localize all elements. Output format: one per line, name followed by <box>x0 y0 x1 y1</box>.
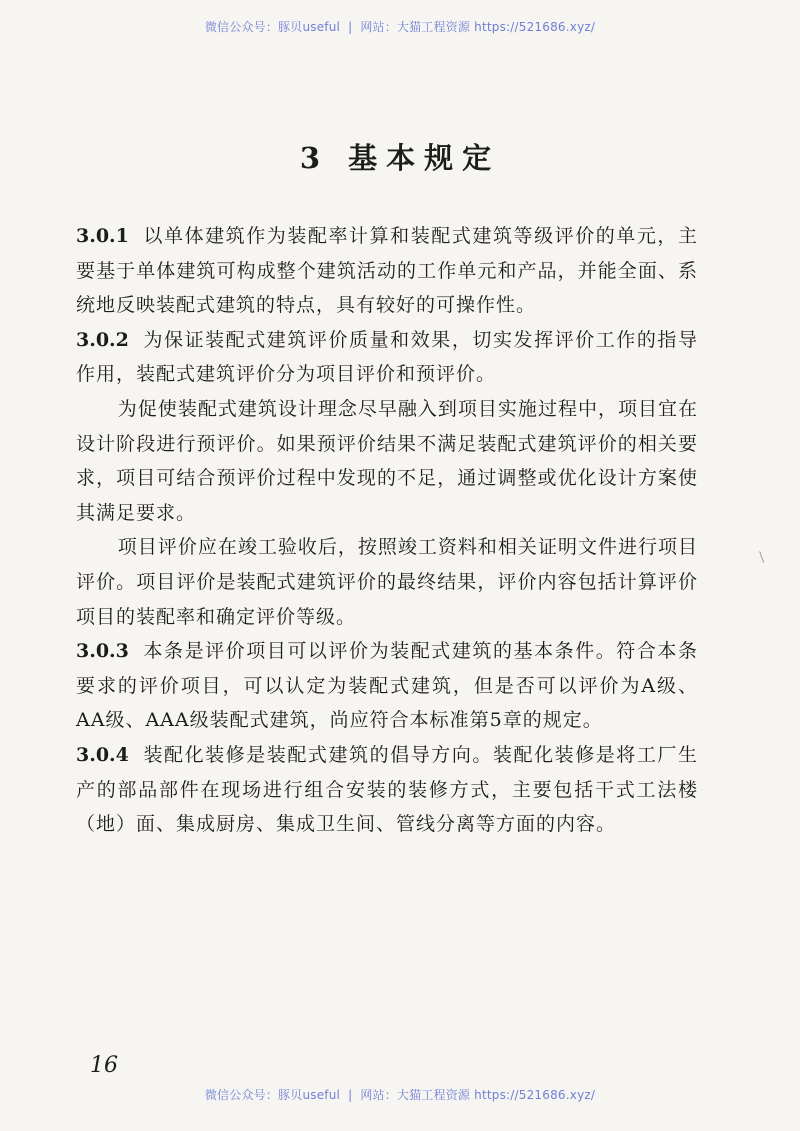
chapter-title: 3 基本规定 <box>299 141 501 175</box>
watermark-bottom <box>0 1086 800 1103</box>
clause-3-0-4 <box>76 738 698 842</box>
watermark-top <box>0 18 800 35</box>
clause-text: 本条是评价项目可以评价为装配式建筑的基本条件。符合本条要求的评价项目，可以认定为装配式建筑，但是否可以评价为A级、AA级、AAA级装配式建筑，尚应符合本标准第5章的规定。 <box>76 640 698 732</box>
clause-paragraph: 项目评价应在竣工验收后，按照竣工资料和相关证明文件进行项目评价。项目评价是装配式建筑评价的最终结果，评价内容包括计算评价项目的装配率和确定评价等级。 <box>76 536 698 628</box>
scan-mark <box>759 549 770 563</box>
clause-3-0-3 <box>76 634 698 738</box>
watermark-site: 网站：大猫工程资源 https://521686.xyz/ <box>360 1088 596 1102</box>
clause-3-0-2 <box>76 323 698 392</box>
watermark-separator: | <box>348 20 353 34</box>
clause-number: 3.0.2 <box>76 328 129 351</box>
watermark-site: 网站：大猫工程资源 https://521686.xyz/ <box>360 20 596 34</box>
clause-text: 装配化装修是装配式建筑的倡导方向。装配化装修是将工厂生产的部品部件在现场进行组合安装的装修方式，主要包括干式工法楼（地）面、集成厨房、集成卫生间、管线分离等方面的内容。 <box>76 743 698 836</box>
watermark-wechat: 微信公众号：豚贝useful <box>204 20 341 34</box>
clause-number: 3.0.3 <box>76 640 129 663</box>
clause-text: 为保证装配式建筑评价质量和效果，切实发挥评价工作的指导作用，装配式建筑评价分为项目评价和预评价。 <box>76 328 698 386</box>
watermark-wechat: 微信公众号：豚贝useful <box>204 1088 341 1102</box>
clause-list <box>76 219 698 842</box>
clause-number: 3.0.1 <box>76 225 129 247</box>
clause-3-0-1 <box>76 219 698 323</box>
clause-text: 以单体建筑作为装配率计算和装配式建筑等级评价的单元，主要基于单体建筑可构成整个建筑活动的工作单元和产品，并能全面、系统地反映装配式建筑的特点，具有较好的可操作性。 <box>76 225 698 317</box>
page-number: 16 <box>90 1053 118 1078</box>
clause-number: 3.0.4 <box>76 743 129 766</box>
clause-paragraph: 为促使装配式建筑设计理念尽早融入到项目实施过程中，项目宜在设计阶段进行预评价。如果预评价结果不满足装配式建筑评价的相关要求，项目可结合预评价过程中发现的不足，通过调整或优化设计方案使其满足要求。 <box>76 397 698 524</box>
watermark-separator: | <box>348 1088 353 1102</box>
